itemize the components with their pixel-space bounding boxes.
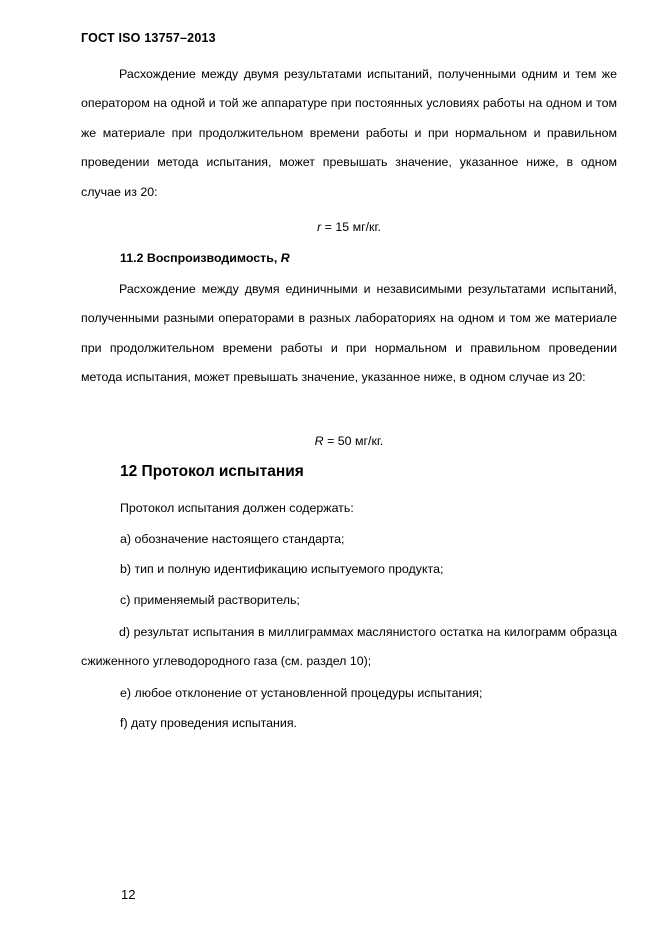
formula-symbol-R: R xyxy=(314,434,324,448)
formula-symbol-r: r xyxy=(317,220,322,234)
repeatability-formula xyxy=(81,220,617,234)
list-item: e) любое отклонение от установленной процедуры испытания; xyxy=(120,686,483,700)
report-intro: Протокол испытания должен содержать: xyxy=(120,501,354,515)
reproducibility-formula xyxy=(81,434,617,448)
section-heading-report: 12 Протокол испытания xyxy=(120,463,304,480)
standard-header: ГОСТ ISO 13757–2013 xyxy=(81,31,216,45)
subsection-heading-symbol: R xyxy=(280,251,290,265)
subsection-heading-text: 11.2 Воспроизводимость, xyxy=(120,251,281,265)
list-item: b) тип и полную идентификацию испытуемого продукта; xyxy=(120,562,444,576)
subsection-heading-reproducibility xyxy=(120,251,290,265)
list-item: c) применяемый растворитель; xyxy=(120,593,300,607)
formula-value: = 15 мг/кг. xyxy=(321,220,381,234)
repeatability-paragraph: Расхождение между двумя результатами испытаний, полученными одним и тем же оператором на одной и той же аппаратуре при постоянных условиях работы на одном и том же материале при продолжительном времени работы и при нормальном и правильном проведении метода испытания, может превышать значение, указанное ниже, в одном случае из 20: xyxy=(81,67,617,199)
reproducibility-paragraph: Расхождение между двумя единичными и независимыми результатами испытаний, полученными разными операторами в разных лабораториях на одном и том же материале при продолжительном времени работы и при нормальном и правильном проведении метода испытания, может превышать значение, указанное ниже, в одном случае из 20: xyxy=(81,282,617,385)
page-number: 12 xyxy=(121,887,136,902)
list-item: f) дату проведения испытания. xyxy=(120,716,297,730)
list-item: d) результат испытания в миллиграммах маслянистого остатка на килограмм образца сжиженного углеводородного газа (см. раздел 10); xyxy=(81,625,617,669)
list-item: а) обозначение настоящего стандарта; xyxy=(120,532,345,546)
formula-value: = 50 мг/кг. xyxy=(323,434,384,448)
